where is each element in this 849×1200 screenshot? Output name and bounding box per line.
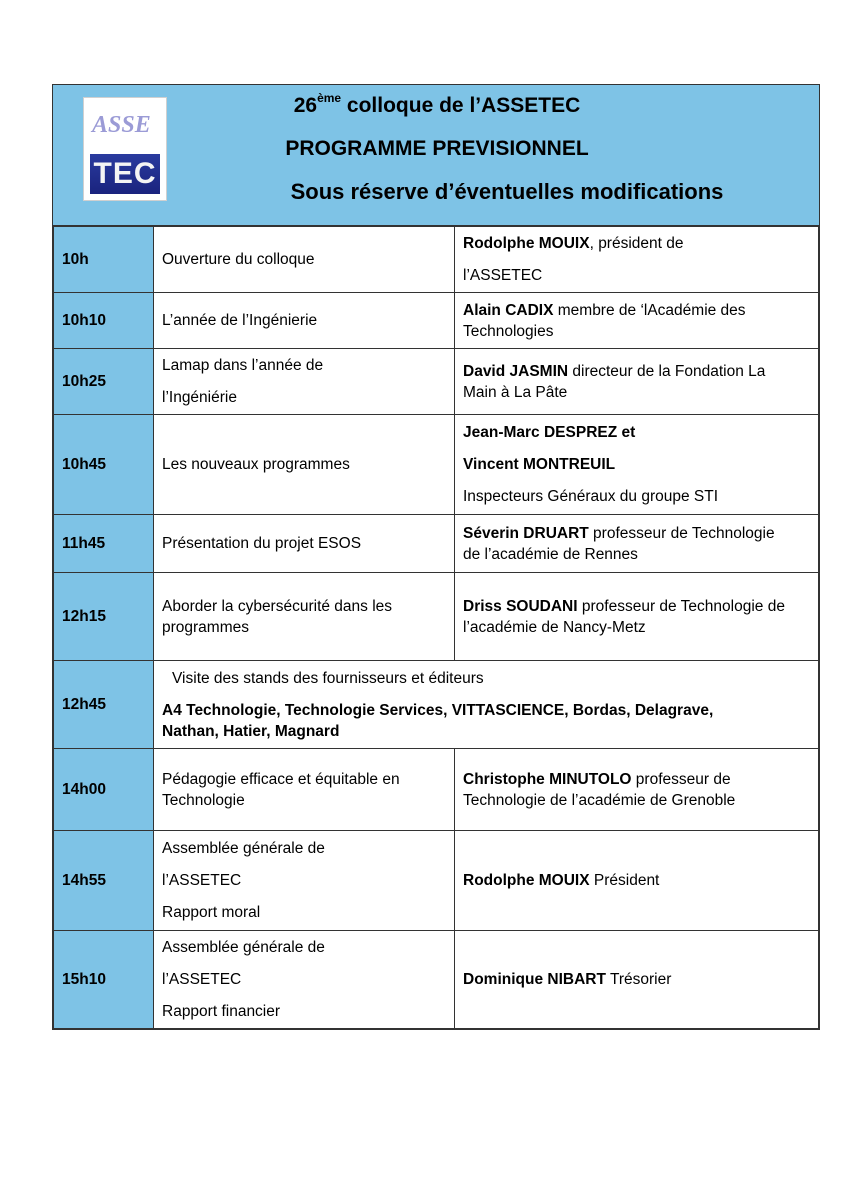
schedule-row xyxy=(54,349,819,415)
speaker-line: Technologie de l’académie de Grenoble xyxy=(463,791,736,809)
spacer xyxy=(463,443,810,454)
schedule-row xyxy=(54,931,819,1029)
topic-line: Les nouveaux programmes xyxy=(162,456,350,473)
speaker-cell xyxy=(455,227,819,293)
speaker-line: Inspecteurs Généraux du groupe STI xyxy=(463,488,719,505)
speaker-line xyxy=(463,233,810,254)
schedule-row xyxy=(54,293,819,349)
exhibitor-list xyxy=(162,700,810,721)
topic-line: Aborder la cybersécurité dans les xyxy=(162,597,393,615)
topic-line: programmes xyxy=(162,618,249,636)
exhibitors-cell xyxy=(154,661,819,749)
logo-text-bottom: TEC xyxy=(90,154,160,194)
speaker-line: l’académie de Nancy-Metz xyxy=(463,618,646,636)
topic-line: Rapport moral xyxy=(162,904,261,921)
topic-cell xyxy=(154,749,455,831)
visit-title: Visite des stands des fournisseurs et éditeurs xyxy=(172,669,484,687)
schedule-row xyxy=(54,661,819,749)
time-cell: 10h10 xyxy=(54,293,154,349)
spacer xyxy=(463,475,810,486)
speaker-cell xyxy=(455,515,819,573)
topic-line: Rapport financier xyxy=(162,1003,281,1020)
spacer xyxy=(162,891,446,902)
colloquium-title xyxy=(53,91,821,118)
program-subtitle: PROGRAMME PREVISIONNEL xyxy=(285,137,589,160)
time-cell: 14h00 xyxy=(54,749,154,831)
topic-line: L’année de l’Ingénierie xyxy=(162,312,318,329)
schedule-table xyxy=(53,226,819,1029)
speaker-cell xyxy=(455,749,819,831)
speaker-cell xyxy=(455,931,819,1029)
exhibitor-list-line: A4 Technologie, Technologie Services, VITTASCIENCE, Bordas, Delagrave, xyxy=(162,701,714,719)
time-cell: 15h10 xyxy=(54,931,154,1029)
speaker-role: professeur de Technologie xyxy=(588,524,775,542)
speaker-role: Président xyxy=(589,872,660,889)
speaker-name: Alain CADIX xyxy=(463,301,554,319)
spacer xyxy=(162,859,446,870)
speaker-role: professeur de Technologie de xyxy=(577,597,785,615)
speaker-role: directeur de la Fondation La xyxy=(568,362,766,380)
schedule-row xyxy=(54,831,819,931)
speaker-line: Technologies xyxy=(463,322,554,340)
speaker-line xyxy=(463,596,810,617)
time-cell: 12h45 xyxy=(54,661,154,749)
modification-note: Sous réserve d’éventuelles modifications xyxy=(290,179,724,204)
schedule-row xyxy=(54,415,819,515)
speaker-name: Dominique NIBART xyxy=(463,971,606,988)
schedule-row xyxy=(54,227,819,293)
speaker-cell xyxy=(455,293,819,349)
topic-cell xyxy=(154,415,455,515)
speaker-cell xyxy=(455,573,819,661)
topic-line: l’Ingéniérie xyxy=(162,389,237,406)
time-cell: 14h55 xyxy=(54,831,154,931)
exhibitor-list-line: Nathan, Hatier, Magnard xyxy=(162,722,340,740)
topic-cell xyxy=(154,515,455,573)
speaker-role: , président de xyxy=(589,235,684,252)
speaker-line xyxy=(463,422,810,443)
topic-cell xyxy=(154,831,455,931)
speaker-line xyxy=(463,361,810,382)
title-rest: colloque de l’ASSETEC xyxy=(341,94,581,117)
title-number: 26 xyxy=(293,94,318,117)
spacer xyxy=(463,254,810,265)
topic-line: Assemblée générale de xyxy=(162,939,325,956)
time-cell: 10h45 xyxy=(54,415,154,515)
topic-cell xyxy=(154,931,455,1029)
time-cell: 11h45 xyxy=(54,515,154,573)
schedule-row xyxy=(54,573,819,661)
speaker-name: Rodolphe MOUIX xyxy=(463,872,590,889)
time-cell: 10h xyxy=(54,227,154,293)
speaker-line: l’ASSETEC xyxy=(463,267,543,284)
spacer xyxy=(162,689,810,700)
topic-line: Ouverture du colloque xyxy=(162,251,315,268)
speaker-name: Jean-Marc DESPREZ et xyxy=(463,424,636,441)
topic-line: Lamap dans l’année de xyxy=(162,357,324,374)
program-header xyxy=(53,85,819,226)
speaker-name: Driss SOUDANI xyxy=(463,597,578,615)
topic-line: Assemblée générale de xyxy=(162,840,325,857)
title-superscript: ème xyxy=(317,91,342,105)
topic-cell xyxy=(154,573,455,661)
speaker-line xyxy=(463,870,810,891)
exhibitor-list xyxy=(162,721,810,742)
topic-line: Pédagogie efficace et équitable en xyxy=(162,770,400,788)
topic-line: Technologie xyxy=(162,791,245,809)
topic-line: l’ASSETEC xyxy=(162,872,242,889)
time-cell: 12h15 xyxy=(54,573,154,661)
speaker-line: de l’académie de Rennes xyxy=(463,545,638,563)
speaker-name: Vincent MONTREUIL xyxy=(463,456,616,473)
speaker-line xyxy=(463,523,810,544)
spacer xyxy=(162,958,446,969)
speaker-cell xyxy=(455,831,819,931)
speaker-name: Séverin DRUART xyxy=(463,524,589,542)
schedule-row xyxy=(54,749,819,831)
speaker-name: Christophe MINUTOLO xyxy=(463,770,632,788)
program-frame xyxy=(52,84,820,1030)
spacer xyxy=(162,376,446,387)
speaker-name: Rodolphe MOUIX xyxy=(463,235,590,252)
speaker-line xyxy=(463,969,810,990)
topic-line: Présentation du projet ESOS xyxy=(162,535,362,552)
time-cell: 10h25 xyxy=(54,349,154,415)
speaker-role: Trésorier xyxy=(605,971,672,988)
schedule-row xyxy=(54,515,819,573)
speaker-line xyxy=(463,300,810,321)
speaker-cell xyxy=(455,349,819,415)
speaker-role: professeur de xyxy=(631,770,731,788)
speaker-role: membre de ‘lAcadémie des xyxy=(553,301,746,319)
speaker-line xyxy=(463,454,810,475)
logo-text-top: ASSE xyxy=(92,112,151,138)
topic-cell xyxy=(154,227,455,293)
speaker-cell xyxy=(455,415,819,515)
speaker-line: Main à La Pâte xyxy=(463,383,568,401)
speaker-name: David JASMIN xyxy=(463,362,569,380)
topic-cell xyxy=(154,349,455,415)
topic-cell xyxy=(154,293,455,349)
speaker-line xyxy=(463,769,810,790)
topic-line: l’ASSETEC xyxy=(162,971,242,988)
spacer xyxy=(162,990,446,1001)
